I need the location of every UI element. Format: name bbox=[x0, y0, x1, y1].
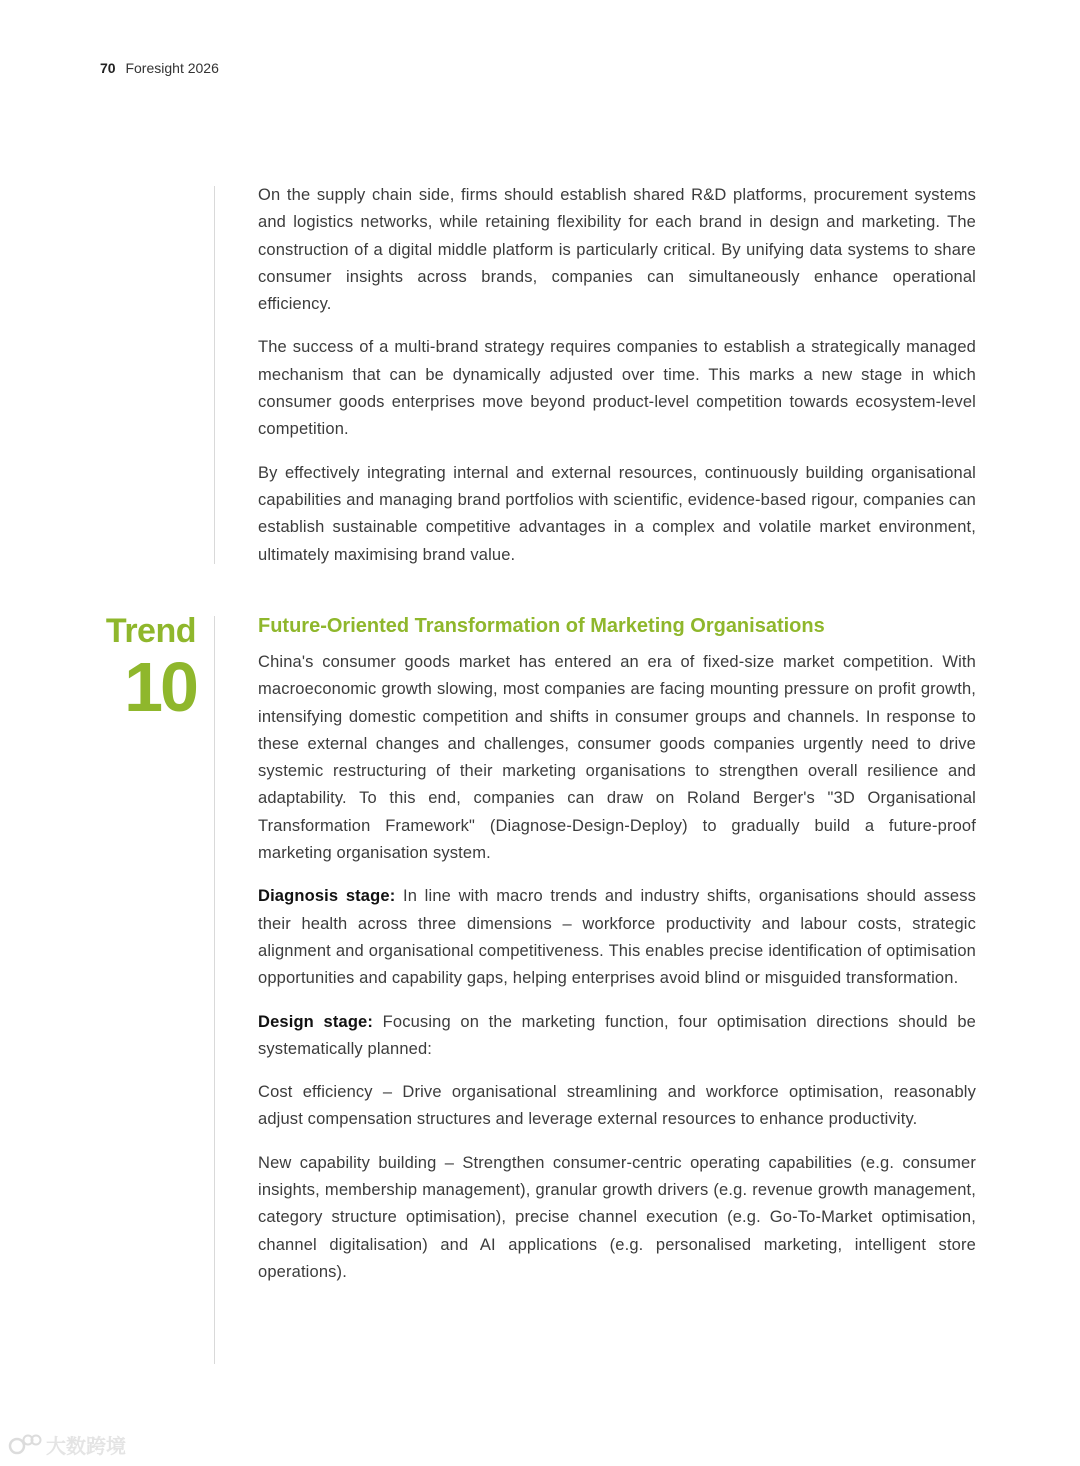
trend-section bbox=[258, 612, 976, 1302]
intro-section bbox=[258, 182, 976, 585]
diagnosis-text: In line with macro trends and industry shifts, organisations should assess their health across three dimensions – workforce productivity and labour costs, strategic alignment and organisational competitiveness. This enables precise identification of optimisation opportunities and capability gaps, helping enterprises avoid blind or misguided transformation. bbox=[258, 887, 976, 988]
publication-title: Foresight 2026 bbox=[125, 60, 219, 76]
diagnosis-lead: Diagnosis stage: bbox=[258, 887, 396, 906]
design-lead: Design stage: bbox=[258, 1012, 374, 1031]
section-title: Future-Oriented Transformation of Marketing Organisations bbox=[258, 615, 825, 637]
page-header bbox=[100, 60, 219, 76]
diagnosis-paragraph bbox=[258, 883, 976, 992]
column-divider bbox=[214, 186, 215, 564]
watermark-logo-icon bbox=[8, 1432, 42, 1458]
design-paragraph bbox=[258, 1009, 976, 1064]
watermark bbox=[8, 1430, 126, 1459]
body-paragraph: By effectively integrating internal and external resources, continuously building organisational capabilities and managing brand portfolios with scientific, evidence-based rigour, companies can establish sustainable competitive advantages in a complex and volatile market environment, ultimately maximising brand value. bbox=[258, 463, 976, 564]
trend-label bbox=[102, 612, 196, 726]
capability-building-paragraph: New capability building – Strengthen consumer-centric operating capabilities (e.g. consumer insights, membership management), granular growth drivers (e.g. revenue growth management, category structure optimisation), precise channel execution (e.g. Go-To-Market optimisation, channel digitalisation) and AI applications (e.g. personalised marketing, intelligent store operations). bbox=[258, 1153, 976, 1281]
design-text: Focusing on the marketing function, four optimisation directions should be systematically planned: bbox=[258, 1012, 976, 1058]
cost-efficiency-paragraph: Cost efficiency – Drive organisational streamlining and workforce optimisation, reasonably adjust compensation structures and leverage external resources to enhance productivity. bbox=[258, 1083, 976, 1129]
trend-number: 10 bbox=[124, 648, 196, 726]
trend-word: Trend bbox=[105, 612, 196, 650]
body-paragraph: On the supply chain side, firms should establish shared R&D platforms, procurement systems and logistics networks, while retaining flexibility for each brand in design and marketing. The construction of a digital middle platform is particularly critical. By unifying data systems to share consumer insights across brands, companies can simultaneously enhance operational efficiency. bbox=[258, 186, 976, 314]
column-divider bbox=[214, 616, 215, 1364]
body-paragraph: China's consumer goods market has entered an era of fixed-size market competition. With macroeconomic growth slowing, most companies are facing mounting pressure on profit growth, intensifying domestic competition and shifts in consumer groups and channels. In response to these external changes and challenges, consumer goods companies urgently need to drive systemic restructuring of their marketing organisations to strengthen overall resilience and adaptability. To this end, companies can draw on Roland Berger's "3D Organisational Transformation Framework" (Diagnose-Design-Deploy) to gradually build a future-proof marketing organisation system. bbox=[258, 653, 976, 863]
page-number: 70 bbox=[100, 60, 116, 76]
watermark-text: 大数跨境 bbox=[46, 1436, 126, 1458]
body-paragraph: The success of a multi-brand strategy requires companies to establish a strategically managed mechanism that can be dynamically adjusted over time. This marks a new stage in which consumer goods enterprises move beyond product-level competition towards ecosystem-level competition. bbox=[258, 338, 976, 439]
